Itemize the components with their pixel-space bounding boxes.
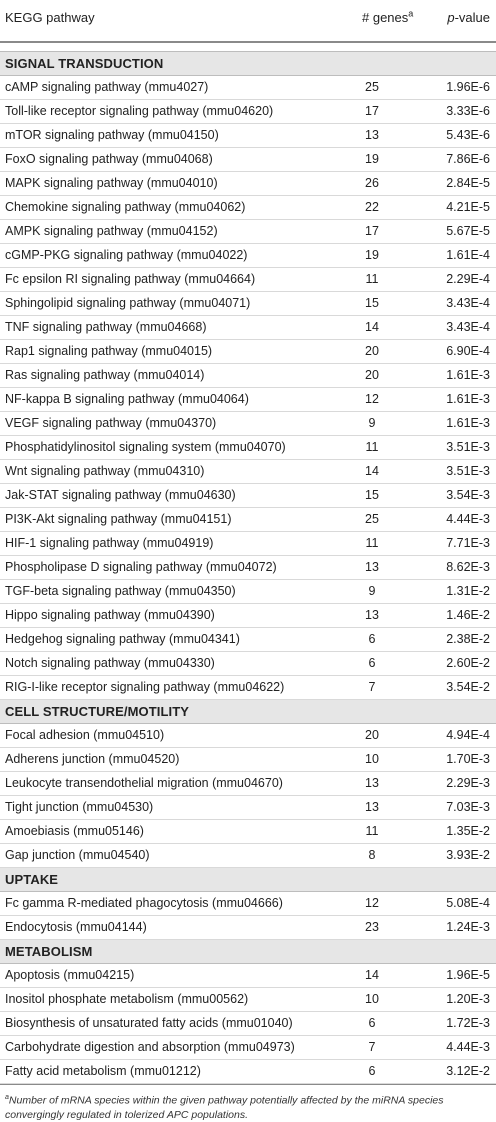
genes-cell: 14 <box>365 320 379 334</box>
table-row <box>0 892 496 916</box>
pvalue-cell: 7.03E-3 <box>446 800 490 814</box>
pathway-cell: Sphingolipid signaling pathway (mmu04071) <box>5 296 251 310</box>
genes-cell: 25 <box>365 80 379 94</box>
section-header: UPTAKE <box>0 868 496 892</box>
genes-cell: 6 <box>368 1016 376 1030</box>
pvalue-cell: 7.71E-3 <box>446 536 490 550</box>
genes-cell: 26 <box>365 176 379 190</box>
pathway-cell: VEGF signaling pathway (mmu04370) <box>5 416 217 430</box>
pvalue-cell: 3.93E-2 <box>446 848 490 862</box>
header-genes <box>362 10 413 25</box>
footnote-text: Number of mRNA species within the given pathway potentially affected by the miRNA species convergingly regulated in tolerized APC populations. <box>5 1094 444 1121</box>
table-row <box>0 124 496 148</box>
pathway-cell: Wnt signaling pathway (mmu04310) <box>5 464 205 478</box>
pvalue-cell: 1.31E-2 <box>446 584 490 598</box>
pvalue-cell: 3.43E-4 <box>446 296 490 310</box>
genes-cell: 19 <box>365 248 379 262</box>
table-row <box>0 196 496 220</box>
genes-cell: 22 <box>365 200 379 214</box>
table-body <box>0 51 496 1084</box>
table-row <box>0 1036 496 1060</box>
pathway-cell: Inositol phosphate metabolism (mmu00562) <box>5 992 249 1006</box>
pathway-cell: Leukocyte transendothelial migration (mmu04670) <box>5 776 283 790</box>
section-header: METABOLISM <box>0 940 496 964</box>
table-row <box>0 172 496 196</box>
table-row <box>0 676 496 700</box>
genes-cell: 23 <box>365 920 379 934</box>
pvalue-cell: 1.96E-5 <box>446 968 490 982</box>
table-row <box>0 292 496 316</box>
pathway-cell: PI3K-Akt signaling pathway (mmu04151) <box>5 512 232 526</box>
pvalue-cell: 3.12E-2 <box>446 1064 490 1078</box>
pvalue-cell: 3.43E-4 <box>446 320 490 334</box>
table-row <box>0 460 496 484</box>
pathway-cell: RIG-I-like receptor signaling pathway (mmu04622) <box>5 680 285 694</box>
pvalue-cell: 2.38E-2 <box>446 632 490 646</box>
table-footnote <box>0 1085 496 1122</box>
pvalue-cell: 1.61E-3 <box>446 392 490 406</box>
table-row <box>0 652 496 676</box>
genes-cell: 9 <box>368 416 376 430</box>
pathway-cell: Ras signaling pathway (mmu04014) <box>5 368 205 382</box>
pvalue-cell: 1.46E-2 <box>446 608 490 622</box>
genes-cell: 17 <box>365 224 379 238</box>
pvalue-cell: 1.35E-2 <box>446 824 490 838</box>
pvalue-cell: 6.90E-4 <box>446 344 490 358</box>
pvalue-cell: 2.29E-4 <box>446 272 490 286</box>
pathway-cell: Gap junction (mmu04540) <box>5 848 150 862</box>
pathway-cell: TGF-beta signaling pathway (mmu04350) <box>5 584 236 598</box>
table-row <box>0 340 496 364</box>
header-pvalue-rest: -value <box>454 10 490 25</box>
table-row <box>0 244 496 268</box>
pathway-cell: FoxO signaling pathway (mmu04068) <box>5 152 213 166</box>
table-row <box>0 820 496 844</box>
genes-cell: 11 <box>365 824 379 838</box>
pathway-cell: AMPK signaling pathway (mmu04152) <box>5 224 218 238</box>
table-row <box>0 484 496 508</box>
table-row <box>0 964 496 988</box>
table-row <box>0 628 496 652</box>
genes-cell: 13 <box>365 128 379 142</box>
genes-cell: 13 <box>365 800 379 814</box>
table-row <box>0 268 496 292</box>
pathway-cell: Hedgehog signaling pathway (mmu04341) <box>5 632 240 646</box>
pvalue-cell: 5.08E-4 <box>446 896 490 910</box>
pvalue-cell: 3.54E-2 <box>446 680 490 694</box>
table-row <box>0 748 496 772</box>
pathway-cell: Hippo signaling pathway (mmu04390) <box>5 608 215 622</box>
pvalue-cell: 5.67E-5 <box>446 224 490 238</box>
table-row <box>0 412 496 436</box>
pathway-cell: Apoptosis (mmu04215) <box>5 968 135 982</box>
pathway-cell: Chemokine signaling pathway (mmu04062) <box>5 200 246 214</box>
header-genes-footnote-marker: a <box>408 8 414 19</box>
pathway-cell: Phosphatidylinositol signaling system (mmu04070) <box>5 440 286 454</box>
table-row <box>0 772 496 796</box>
pathway-cell: Tight junction (mmu04530) <box>5 800 154 814</box>
table-row <box>0 916 496 940</box>
pvalue-cell: 1.70E-3 <box>446 752 490 766</box>
genes-cell: 6 <box>368 656 376 670</box>
pvalue-cell: 4.94E-4 <box>446 728 490 742</box>
header-genes-label: # genes <box>362 10 409 25</box>
pathway-cell: Carbohydrate digestion and absorption (mmu04973) <box>5 1040 295 1054</box>
table-row <box>0 1060 496 1084</box>
header-pvalue-p: p <box>447 10 455 25</box>
genes-cell: 11 <box>365 536 379 550</box>
pvalue-cell: 2.29E-3 <box>446 776 490 790</box>
table-row <box>0 316 496 340</box>
genes-cell: 11 <box>365 440 379 454</box>
genes-cell: 10 <box>365 752 379 766</box>
pathway-cell: Toll-like receptor signaling pathway (mmu04620) <box>5 104 274 118</box>
footnote-marker: a <box>5 1094 9 1101</box>
genes-cell: 8 <box>368 848 376 862</box>
pathway-cell: Fc gamma R-mediated phagocytosis (mmu04666) <box>5 896 283 910</box>
genes-cell: 14 <box>365 968 379 982</box>
table-row <box>0 100 496 124</box>
pathway-cell: Adherens junction (mmu04520) <box>5 752 180 766</box>
genes-cell: 9 <box>368 584 376 598</box>
pathway-cell: Notch signaling pathway (mmu04330) <box>5 656 215 670</box>
pvalue-cell: 4.21E-5 <box>446 200 490 214</box>
genes-cell: 17 <box>365 104 379 118</box>
genes-cell: 6 <box>368 1064 376 1078</box>
pvalue-cell: 8.62E-3 <box>446 560 490 574</box>
pvalue-cell: 3.54E-3 <box>446 488 490 502</box>
genes-cell: 20 <box>365 368 379 382</box>
pathway-cell: Rap1 signaling pathway (mmu04015) <box>5 344 213 358</box>
pvalue-cell: 7.86E-6 <box>446 152 490 166</box>
pathway-cell: TNF signaling pathway (mmu04668) <box>5 320 207 334</box>
table-row <box>0 580 496 604</box>
pathway-cell: HIF-1 signaling pathway (mmu04919) <box>5 536 214 550</box>
pathway-cell: Focal adhesion (mmu04510) <box>5 728 165 742</box>
pathway-cell: Jak-STAT signaling pathway (mmu04630) <box>5 488 236 502</box>
genes-cell: 25 <box>365 512 379 526</box>
table-row <box>0 388 496 412</box>
pathway-cell: Phospholipase D signaling pathway (mmu04072) <box>5 560 277 574</box>
pathway-cell: NF-kappa B signaling pathway (mmu04064) <box>5 392 249 406</box>
genes-cell: 15 <box>365 488 379 502</box>
pvalue-cell: 1.61E-4 <box>446 248 490 262</box>
pathway-cell: Fc epsilon RI signaling pathway (mmu04664) <box>5 272 256 286</box>
genes-cell: 10 <box>365 992 379 1006</box>
pvalue-cell: 1.72E-3 <box>446 1016 490 1030</box>
pvalue-cell: 4.44E-3 <box>446 1040 490 1054</box>
section-header: CELL STRUCTURE/MOTILITY <box>0 700 496 724</box>
table-row <box>0 556 496 580</box>
genes-cell: 15 <box>365 296 379 310</box>
genes-cell: 7 <box>368 680 376 694</box>
genes-cell: 20 <box>365 344 379 358</box>
table-row <box>0 220 496 244</box>
genes-cell: 6 <box>368 632 376 646</box>
pathway-cell: Biosynthesis of unsaturated fatty acids (mmu01040) <box>5 1016 293 1030</box>
table-row <box>0 76 496 100</box>
genes-cell: 12 <box>365 392 379 406</box>
pathway-cell: cAMP signaling pathway (mmu4027) <box>5 80 209 94</box>
genes-cell: 20 <box>365 728 379 742</box>
table-row <box>0 988 496 1012</box>
pvalue-cell: 5.43E-6 <box>446 128 490 142</box>
table-row <box>0 604 496 628</box>
table-row <box>0 844 496 868</box>
table-row <box>0 364 496 388</box>
genes-cell: 7 <box>368 1040 376 1054</box>
genes-cell: 11 <box>365 272 379 286</box>
pathway-cell: MAPK signaling pathway (mmu04010) <box>5 176 218 190</box>
genes-cell: 13 <box>365 560 379 574</box>
pvalue-cell: 1.96E-6 <box>446 80 490 94</box>
pvalue-cell: 1.61E-3 <box>446 368 490 382</box>
pathway-cell: Amoebiasis (mmu05146) <box>5 824 144 838</box>
genes-cell: 12 <box>365 896 379 910</box>
genes-cell: 13 <box>365 608 379 622</box>
pvalue-cell: 2.84E-5 <box>446 176 490 190</box>
table-row <box>0 532 496 556</box>
pvalue-cell: 1.24E-3 <box>446 920 490 934</box>
table-row <box>0 796 496 820</box>
genes-cell: 14 <box>365 464 379 478</box>
pathway-cell: Endocytosis (mmu04144) <box>5 920 147 934</box>
pvalue-cell: 2.60E-2 <box>446 656 490 670</box>
pathway-cell: cGMP-PKG signaling pathway (mmu04022) <box>5 248 248 262</box>
pvalue-cell: 1.61E-3 <box>446 416 490 430</box>
table-row <box>0 1012 496 1036</box>
table-header <box>0 0 496 43</box>
pvalue-cell: 3.51E-3 <box>446 440 490 454</box>
pvalue-cell: 3.51E-3 <box>446 464 490 478</box>
table-row <box>0 508 496 532</box>
pathway-cell: mTOR signaling pathway (mmu04150) <box>5 128 219 142</box>
header-pathway: KEGG pathway <box>5 10 95 25</box>
genes-cell: 13 <box>365 776 379 790</box>
pathway-cell: Fatty acid metabolism (mmu01212) <box>5 1064 201 1078</box>
genes-cell: 19 <box>365 152 379 166</box>
pvalue-cell: 3.33E-6 <box>446 104 490 118</box>
table-row <box>0 436 496 460</box>
header-pvalue <box>447 10 490 25</box>
section-header: SIGNAL TRANSDUCTION <box>0 51 496 76</box>
table-row <box>0 148 496 172</box>
pvalue-cell: 1.20E-3 <box>446 992 490 1006</box>
pvalue-cell: 4.44E-3 <box>446 512 490 526</box>
table-row <box>0 724 496 748</box>
